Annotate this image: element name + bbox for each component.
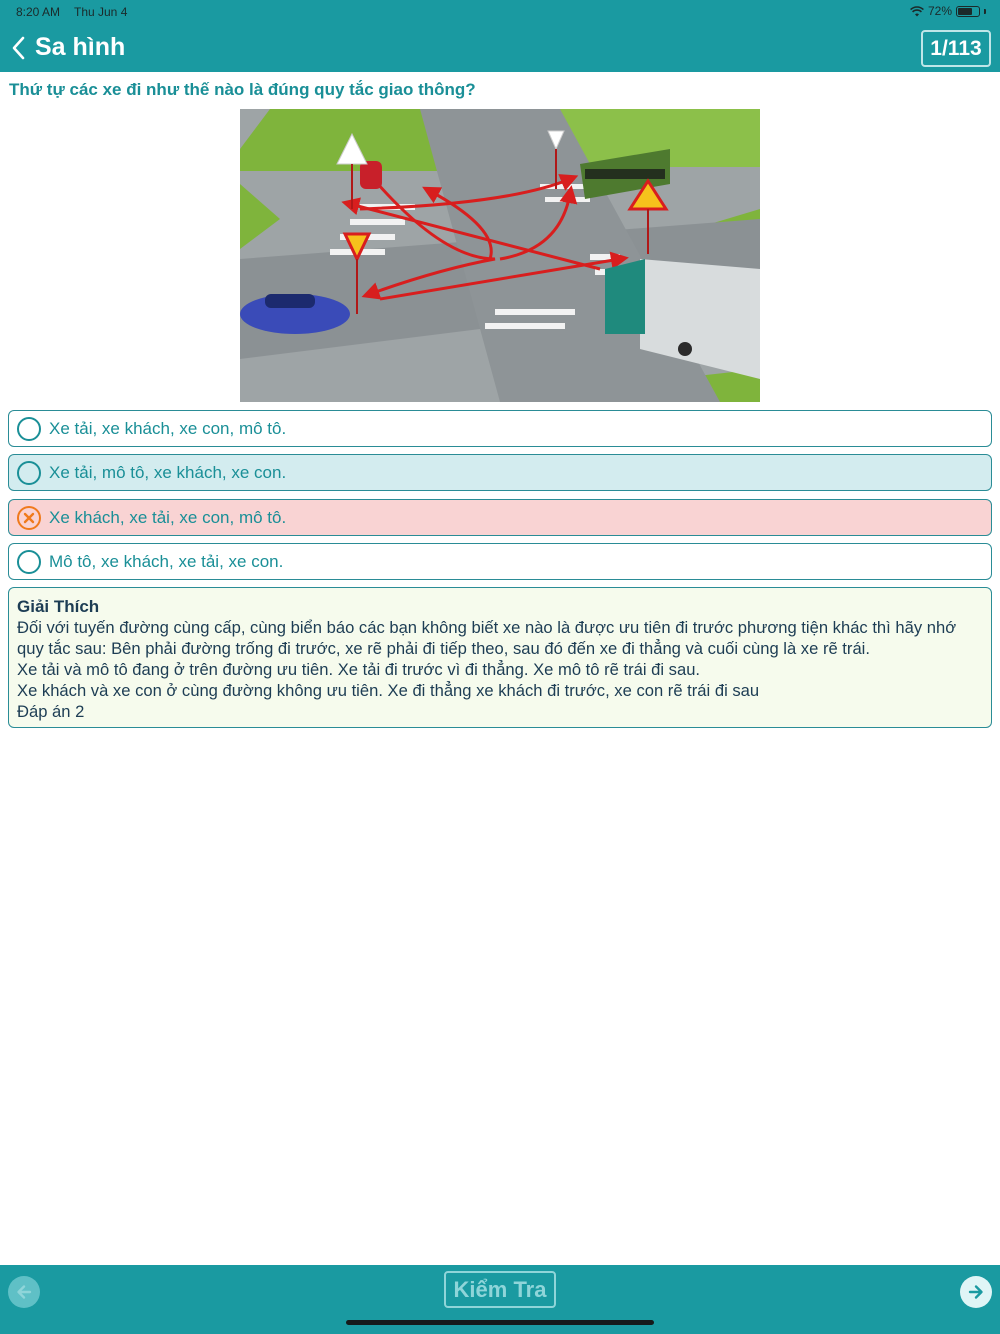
explanation-line: Đối với tuyến đường cùng cấp, cùng biển báo các bạn không biết xe nào là được ưu tiên đi trước phương tiện khác thì hãy nhớ quy tắc sau: Bên phải đường trống đi trước, xe rẽ phải đi tiếp theo, sau đó đến xe đi thẳng và cuối cùng là xe rẽ trái. <box>17 618 957 658</box>
answer-label: Xe tải, xe khách, xe con, mô tô. <box>49 418 287 438</box>
battery-nub <box>984 9 986 14</box>
wifi-icon <box>910 6 924 17</box>
next-question-button[interactable] <box>960 1276 992 1308</box>
page-title: Sa hình <box>35 33 126 61</box>
answer-option-2[interactable] <box>8 454 992 491</box>
radio-unchecked-icon <box>17 550 41 574</box>
answer-label: Xe tải, mô tô, xe khách, xe con. <box>49 462 287 482</box>
radio-unchecked-icon <box>17 461 41 485</box>
answer-option-3[interactable] <box>8 499 992 536</box>
check-answer-button[interactable]: Kiểm Tra <box>444 1271 556 1308</box>
status-time: 8:20 AM <box>16 5 61 19</box>
answer-label: Mô tô, xe khách, xe tải, xe con. <box>49 551 284 571</box>
battery-icon <box>956 6 980 17</box>
answer-label: Xe khách, xe tải, xe con, mô tô. <box>49 507 287 527</box>
chevron-left-icon <box>11 36 25 60</box>
explanation-line: Xe tải và mô tô đang ở trên đường ưu tiên. Xe tải đi trước vì đi thẳng. Xe mô tô rẽ trái đi sau. <box>17 660 701 679</box>
explanation-panel <box>8 587 992 728</box>
explanation-line: Xe khách và xe con ở cùng đường không ưu tiên. Xe đi thẳng xe khách đi trước, xe con rẽ trái đi sau <box>17 681 760 700</box>
previous-question-button[interactable] <box>8 1276 40 1308</box>
home-indicator <box>346 1320 654 1325</box>
arrow-left-icon <box>15 1283 33 1301</box>
back-button[interactable] <box>6 34 30 62</box>
intersection-illustration <box>240 109 760 402</box>
explanation-title: Giải Thích <box>17 597 100 616</box>
status-date: Thu Jun 4 <box>74 5 128 19</box>
bottom-toolbar <box>0 1265 1000 1334</box>
battery-percent: 72% <box>927 4 952 18</box>
status-indicators <box>910 4 986 18</box>
question-text: Thứ tự các xe đi như thế nào là đúng quy tắc giao thông? <box>9 80 476 99</box>
arrow-right-icon <box>967 1283 985 1301</box>
battery-level-fill <box>958 8 972 15</box>
answer-option-4[interactable] <box>8 543 992 580</box>
top-navigation-bar <box>0 0 1000 72</box>
answer-option-1[interactable] <box>8 410 992 447</box>
radio-unchecked-icon <box>17 417 41 441</box>
wrong-x-icon <box>17 506 41 530</box>
explanation-answer: Đáp án 2 <box>17 702 85 721</box>
question-counter-button[interactable]: 1/113 <box>921 30 991 67</box>
